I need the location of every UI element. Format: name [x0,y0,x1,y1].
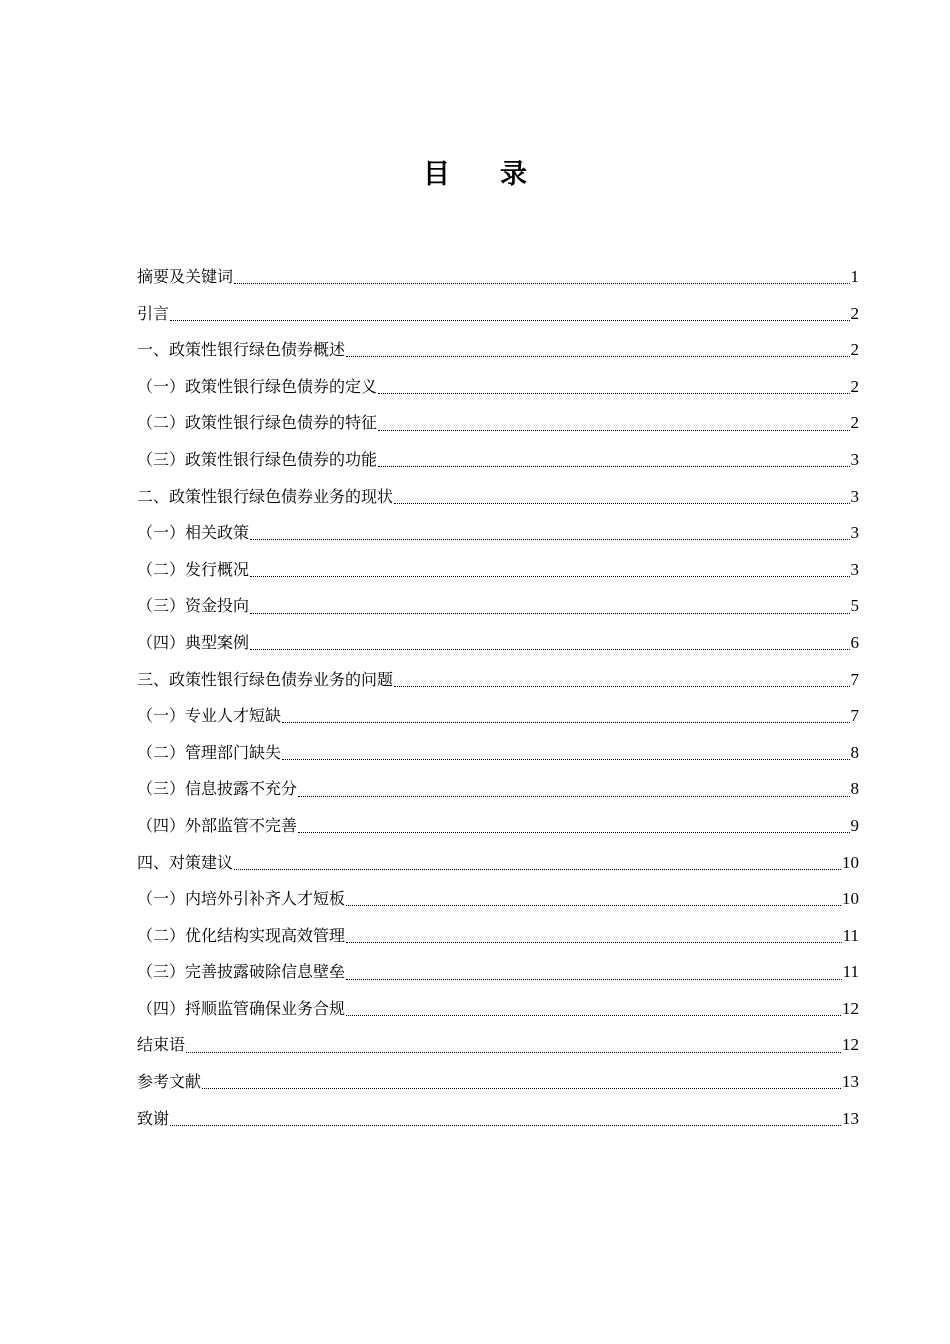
title-part-1: 目 [423,159,450,190]
toc-entry-label: （三）资金投向 [137,596,250,616]
toc-entry-label: （二）发行概况 [137,559,250,579]
toc-entry-page-number: 1 [850,267,859,286]
toc-entry-page-number: 3 [850,449,859,469]
title-part-2: 录 [500,159,527,190]
toc-entry-label: 引言 [137,303,170,323]
toc-entry-label: （三）政策性银行绿色债券的功能 [137,449,378,469]
dot-leader [378,465,849,467]
toc-entry-page-number: 2 [850,413,859,433]
toc-entry-label: 摘要及关键词 [137,267,234,286]
toc-entry[interactable] [137,735,859,772]
toc-entry-page-number: 7 [850,669,859,689]
toc-entry[interactable] [137,552,859,589]
toc-entry-label: （一）内培外引补齐人才短板 [137,889,346,909]
toc-entry-label: （四）捋顺监管确保业务合规 [137,998,346,1018]
toc-entry-page-number: 12 [842,998,859,1018]
dot-leader [234,868,841,870]
toc-entry[interactable] [137,479,859,516]
toc-entry-label: （一）相关政策 [137,523,250,543]
dot-leader [378,429,849,431]
toc-entry-label: （四）外部监管不完善 [137,815,298,835]
toc-entry[interactable] [137,405,859,442]
dot-leader [250,575,849,577]
toc-entry[interactable] [137,1101,859,1138]
toc-entry-page-number: 7 [850,706,859,726]
toc-entry[interactable] [137,954,859,991]
dot-leader [346,978,842,980]
dot-leader [346,941,842,943]
toc-entry-page-number: 8 [850,779,859,799]
toc-entry-page-number: 3 [850,559,859,579]
toc-entry[interactable] [137,259,859,296]
toc-entry[interactable] [137,588,859,625]
toc-entry[interactable] [137,698,859,735]
toc-entry[interactable] [137,808,859,845]
toc-entry-page-number: 6 [850,632,859,652]
dot-leader [394,502,849,504]
toc-entry-label: 四、对策建议 [137,852,234,872]
toc-entry-page-number: 11 [842,962,859,982]
dot-leader [346,904,841,906]
dot-leader [170,1124,841,1126]
toc-entry-page-number: 2 [850,376,859,396]
toc-entry-page-number: 3 [850,486,859,506]
toc-entry-label: （三）信息披露不充分 [137,779,298,799]
toc-entry[interactable] [137,515,859,552]
toc-entry-label: 结束语 [137,1035,186,1055]
toc-entry-page-number: 2 [850,303,859,323]
toc-entry-label: 一、政策性银行绿色债券概述 [137,340,346,360]
dot-leader [202,1087,841,1089]
toc-entry-label: （一）政策性银行绿色债券的定义 [137,376,378,396]
toc-entry-page-number: 12 [842,1035,859,1055]
toc-entry[interactable] [137,662,859,699]
toc-entry[interactable] [137,845,859,882]
toc-entry-label: 致谢 [137,1108,170,1128]
toc-entry-label: （二）政策性银行绿色债券的特征 [137,413,378,433]
toc-entry[interactable] [137,369,859,406]
toc-entry[interactable] [137,625,859,662]
dot-leader [170,319,849,321]
dot-leader [298,795,849,797]
toc-entry-page-number: 8 [850,742,859,762]
dot-leader [250,612,849,614]
page-title [0,152,950,191]
dot-leader [346,355,849,357]
toc-entry-page-number: 13 [842,1108,859,1128]
table-of-contents [137,259,859,1137]
toc-entry[interactable] [137,881,859,918]
toc-entry-label: （四）典型案例 [137,632,250,652]
toc-entry-label: （二）优化结构实现高效管理 [137,925,346,945]
dot-leader [282,721,849,723]
toc-entry-label: （三）完善披露破除信息壁垒 [137,962,346,982]
toc-entry-page-number: 10 [842,889,859,909]
dot-leader [234,282,849,284]
dot-leader [186,1051,841,1053]
toc-entry-page-number: 2 [850,340,859,360]
toc-entry-label: 三、政策性银行绿色债券业务的问题 [137,669,394,689]
dot-leader [282,758,849,760]
toc-entry[interactable] [137,991,859,1028]
toc-entry-page-number: 3 [850,523,859,543]
dot-leader [394,685,849,687]
toc-entry-page-number: 13 [842,1072,859,1092]
toc-entry-page-number: 11 [842,925,859,945]
toc-entry[interactable] [137,918,859,955]
toc-entry-page-number: 9 [850,815,859,835]
toc-entry[interactable] [137,1027,859,1064]
toc-entry[interactable] [137,332,859,369]
dot-leader [378,392,849,394]
dot-leader [250,538,849,540]
toc-entry-label: （一）专业人才短缺 [137,706,282,726]
toc-entry[interactable] [137,296,859,333]
toc-entry-page-number: 5 [850,596,859,616]
toc-entry[interactable] [137,1064,859,1101]
toc-entry-label: 参考文献 [137,1072,202,1092]
toc-entry-label: （二）管理部门缺失 [137,742,282,762]
toc-entry-label: 二、政策性银行绿色债券业务的现状 [137,486,394,506]
toc-entry[interactable] [137,771,859,808]
toc-entry-page-number: 10 [842,852,859,872]
dot-leader [298,831,849,833]
dot-leader [250,648,849,650]
toc-entry[interactable] [137,442,859,479]
dot-leader [346,1014,841,1016]
